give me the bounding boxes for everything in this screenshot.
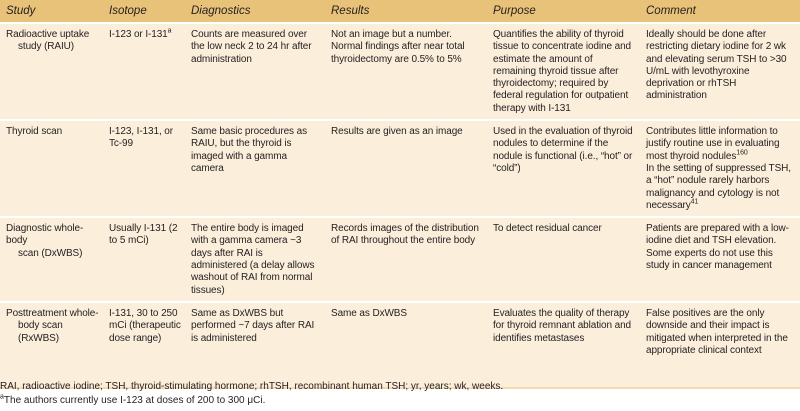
study-cell: [0, 217, 103, 302]
study-line: Thyroid scan: [6, 126, 63, 138]
comment-cell: [640, 23, 800, 120]
study-cell: [0, 23, 103, 120]
isotope-cell: [103, 23, 185, 120]
purpose-cell: Evaluates the quality of therapy for thyroid remnant ablation and identifies metastases: [487, 302, 640, 388]
footnote-marker: a: [167, 27, 172, 35]
reference-marker: 160: [736, 149, 748, 157]
comment-cell: [640, 120, 800, 217]
isotope-cell: I-123, I-131, or Tc-99: [103, 120, 185, 217]
isotope-cell: Usually I-131 (2 to 5 mCi): [103, 217, 185, 302]
diagnostics-cell: Same as DxWBS but performed ~7 days after RAI is administered: [185, 302, 325, 388]
comment-text: Contributes little information to justify routine use in evaluating most thyroid nodules: [646, 126, 780, 162]
table-row: [0, 23, 800, 120]
footnote-abbreviations: RAI, radioactive iodine; TSH, thyroid-stimulating hormone; rhTSH, recombinant human TSH; yr, years; wk, weeks.: [0, 381, 504, 392]
isotope-cell: I-131, 30 to 250 mCi (therapeutic dose range): [103, 302, 185, 388]
table-row: [0, 302, 800, 388]
comment-cell: Patients are prepared with a low-iodine diet and TSH elevation. Some experts do not use this study in cancer management: [640, 217, 800, 302]
footnote-text: The authors currently use I-123 at doses of 200 to 300 μCi.: [3, 395, 266, 406]
comment-cell: False positives are the only downside and their impact is mitigated when interpreted in the appropriate clinical context: [640, 302, 800, 388]
diagnostics-cell: Counts are measured over the low neck 2 to 24 hr after administration: [185, 23, 325, 120]
comment-text: In the setting of suppressed TSH, a “hot” nodule rarely harbors malignancy and cytology is not necessary: [646, 162, 791, 211]
reference-marker: 41: [690, 198, 699, 206]
study-line: Posttreatment whole-: [6, 307, 99, 319]
results-cell: Same as DxWBS: [325, 302, 487, 388]
column-header-study: Study: [0, 0, 103, 23]
diagnostics-cell: The entire body is imaged with a gamma camera ~3 days after RAI is administered (a delay allows washout of RAI from normal tissues): [185, 217, 325, 302]
results-cell: Records images of the distribution of RAI throughout the entire body: [325, 217, 487, 302]
study-line: scan (DxWBS): [18, 247, 83, 259]
study-line: Radioactive uptake: [6, 29, 90, 40]
results-cell: Results are given as an image: [325, 120, 487, 217]
column-header-isotope: Isotope: [103, 0, 185, 23]
study-line: study (RAIU): [18, 41, 75, 53]
column-header-results: Results: [325, 0, 487, 23]
column-header-purpose: Purpose: [487, 0, 640, 23]
isotope-text: I-123 or I-131: [109, 29, 168, 40]
study-cell: [0, 302, 103, 388]
comment-paragraph: [646, 126, 796, 163]
comment-text: Ideally should be done after restricting dietary iodine for 2 wk and elevating serum TSH to >30 U/mL with levothyroxine deprivation or rhTSH administration: [646, 29, 787, 102]
purpose-cell: To detect residual cancer: [487, 217, 640, 302]
results-cell: Not an image but a number. Normal findings after near total thyroidectomy are 0.5% to 5%: [325, 23, 487, 120]
header-row: [0, 0, 800, 23]
study-line: body scan (RxWBS): [18, 320, 63, 344]
table-row: [0, 217, 800, 302]
purpose-cell: Quantifies the ability of thyroid tissue to concentrate iodine and estimate the amount of remaining thyroid tissue after thyroidectomy; required by federal regulation for outpatient therapy with I-131: [487, 23, 640, 120]
footnote-a: [0, 395, 800, 406]
table-row: [0, 120, 800, 217]
footnote-marker: a: [0, 393, 4, 401]
comment-paragraph: [646, 163, 796, 212]
column-header-diagnostics: Diagnostics: [185, 0, 325, 23]
study-line: Diagnostic whole-body: [6, 223, 84, 247]
purpose-cell: Used in the evaluation of thyroid nodules to determine if the nodule is functional (i.e., “hot” or “cold”): [487, 120, 640, 217]
column-header-comment: Comment: [640, 0, 800, 23]
study-cell: [0, 120, 103, 217]
diagnostics-cell: Same basic procedures as RAIU, but the thyroid is imaged with a gamma camera: [185, 120, 325, 217]
